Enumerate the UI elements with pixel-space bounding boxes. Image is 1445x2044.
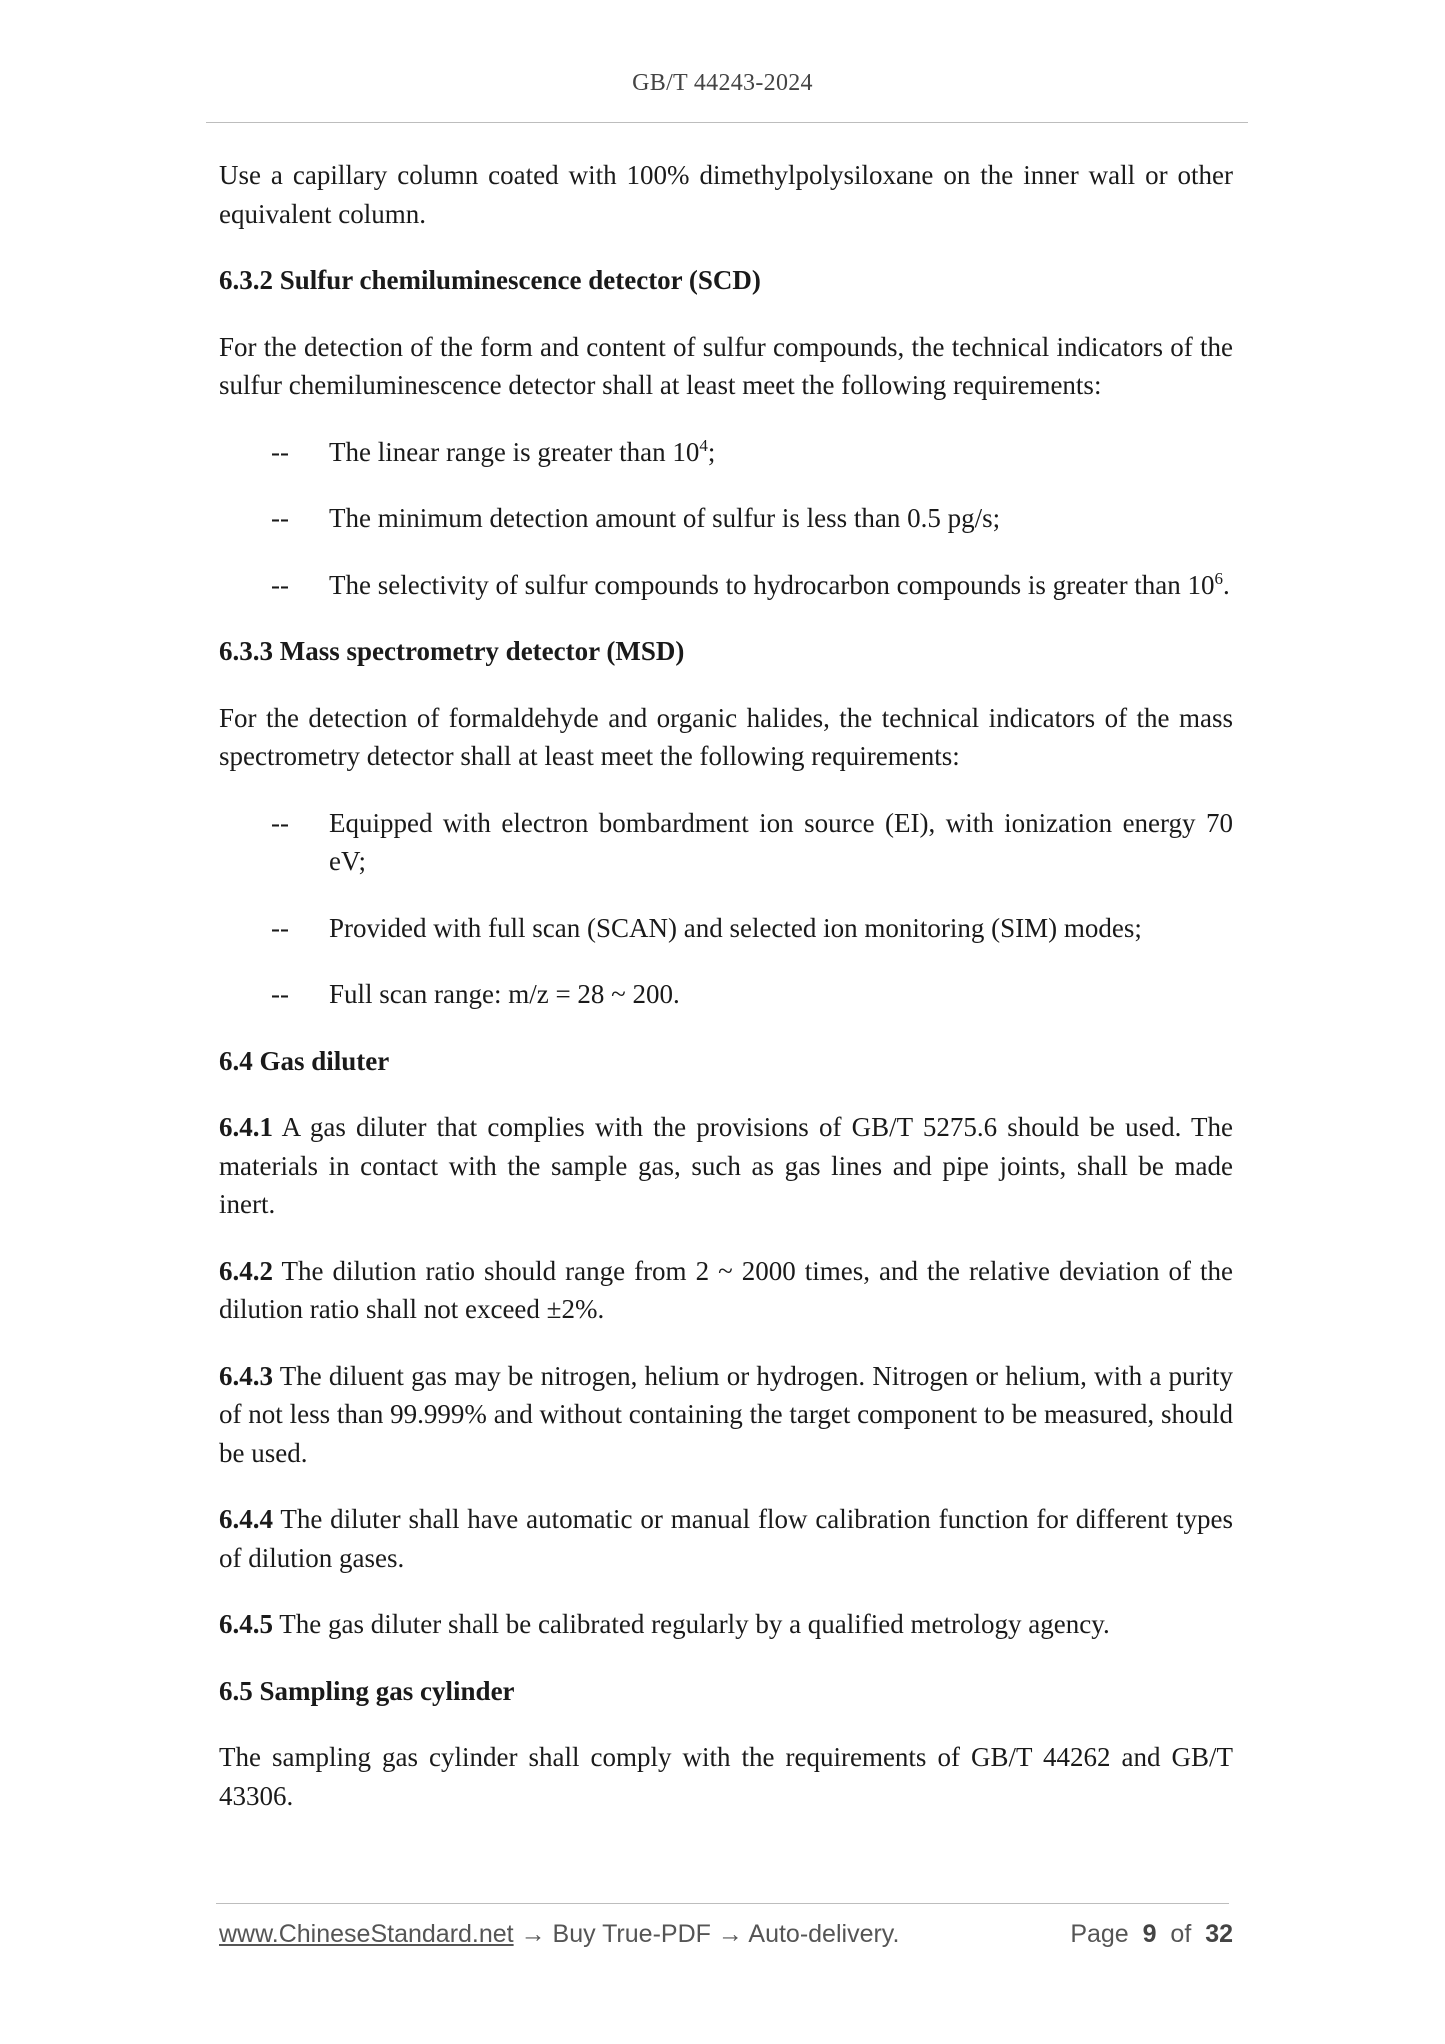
list-item	[219, 566, 1233, 605]
list-item	[219, 433, 1233, 472]
page-footer	[219, 1920, 1233, 1949]
clause-6-4-4: 6.4.4 The diluter shall have automatic or manual flow calibration function for different types of dilution gases.	[219, 1504, 1233, 1573]
clause-number: 6.4.5	[219, 1609, 273, 1639]
header-divider	[206, 122, 1248, 123]
clause-number: 6.4.1	[219, 1112, 273, 1142]
current-page: 9	[1142, 1920, 1157, 1948]
page-header: GB/T 44243-2024	[632, 70, 813, 96]
total-pages: 32	[1205, 1920, 1233, 1948]
heading-6-3-3: 6.3.3 Mass spectrometry detector (MSD)	[219, 636, 685, 666]
list-dash: --	[271, 503, 289, 533]
list-dash: --	[271, 912, 289, 943]
list-item	[219, 499, 1233, 538]
list-item-text: Provided with full scan (SCAN) and selected ion monitoring (SIM) modes;	[329, 912, 1142, 943]
list-dash: --	[271, 979, 289, 1009]
list-item	[219, 909, 1233, 948]
msd-paragraph: For the detection of formaldehyde and organic halides, the technical indicators of the mass spectrometry detector shall at least meet the following requirements:	[219, 702, 1233, 771]
heading-6-5: 6.5 Sampling gas cylinder	[219, 1675, 515, 1706]
list-dash: --	[271, 436, 289, 467]
footer-divider	[216, 1903, 1229, 1904]
list-item	[219, 804, 1233, 881]
cylinder-paragraph: The sampling gas cylinder shall comply with the requirements of GB/T 44262 and GB/T 43306.	[219, 1742, 1233, 1811]
clause-6-4-1: 6.4.1 A gas diluter that complies with the provisions of GB/T 5275.6 should be used. The materials in contact with the sample gas, such as gas lines and pipe joints, shall be made inert.	[219, 1112, 1233, 1219]
list-item-text: The linear range is greater than $10^4$;	[329, 435, 716, 467]
list-dash: --	[271, 569, 289, 600]
document-body	[219, 156, 1233, 1843]
list-item	[219, 975, 1233, 1014]
scd-paragraph: For the detection of the form and content of sulfur compounds, the technical indicators of the sulfur chemiluminescence detector shall at least meet the following requirements:	[219, 331, 1233, 400]
clause-number: 6.4.2	[219, 1255, 273, 1286]
intro-paragraph: Use a capillary column coated with 100% dimethylpolysiloxane on the inner wall or other equivalent column.	[219, 160, 1233, 229]
clause-number: 6.4.3	[219, 1360, 273, 1391]
list-item-text: The minimum detection amount of sulfur is less than 0.5 pg/s;	[329, 503, 1001, 533]
heading-6-3-2: 6.3.2 Sulfur chemiluminescence detector (SCD)	[219, 265, 761, 295]
clause-6-4-5: 6.4.5 The gas diluter shall be calibrated regularly by a qualified metrology agency.	[219, 1609, 1110, 1639]
superscript: 6	[1214, 568, 1224, 588]
footer-promo: www.ChineseStandard.net → Buy True-PDF → Auto-delivery.	[219, 1920, 900, 1948]
website-link[interactable]: www.ChineseStandard.net	[219, 1920, 514, 1948]
clause-number: 6.4.4	[219, 1504, 273, 1534]
heading-6-4: 6.4 Gas diluter	[219, 1045, 390, 1076]
list-item-text: Equipped with electron bombardment ion source (EI), with ionization energy 70 eV;	[329, 807, 1233, 876]
list-item-text: The selectivity of sulfur compounds to hydrocarbon compounds is greater than $10^6$.	[329, 568, 1230, 600]
list-dash: --	[271, 807, 289, 838]
clause-6-4-2: 6.4.2 The dilution ratio should range from 2 ~ 2000 times, and the relative deviation of the dilution ratio shall not exceed ±2%.	[219, 1255, 1233, 1324]
page-indicator: Page 9 of 32	[1070, 1920, 1233, 1948]
list-item-text: Full scan range: m/z = 28 ~ 200.	[329, 979, 680, 1009]
superscript: 4	[699, 435, 708, 455]
clause-6-4-3: 6.4.3 The diluent gas may be nitrogen, helium or hydrogen. Nitrogen or helium, with a purity of not less than 99.999% and without containing the target component to be measured, should be used.	[219, 1360, 1233, 1468]
